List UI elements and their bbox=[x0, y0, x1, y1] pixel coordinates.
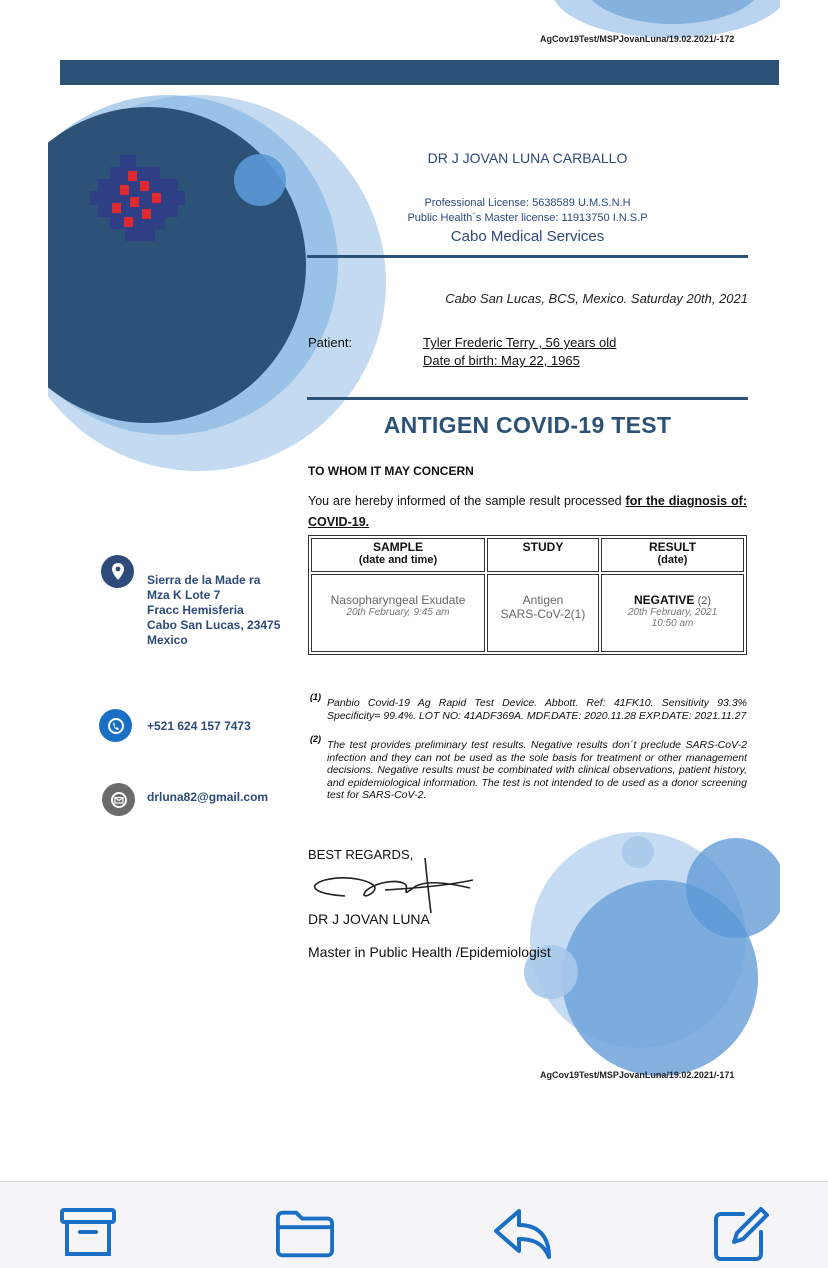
divider-middle bbox=[307, 397, 748, 400]
document-ref-bottom: AgCov19Test/MSPJovanLuna/19.02.2021/-171 bbox=[540, 1070, 735, 1080]
concern-heading: TO WHOM IT MAY CONCERN bbox=[308, 464, 474, 478]
footnote-1-text: Panbio Covid-19 Ag Rapid Test Device. Abbott. Ref: 41FK10. Sensitivity 93.3% Specificity= 99.4%. LOT NO: 41ADF369A. MDF.DATE: 2020.11.28 EXP.DATE: 2021.11.27 bbox=[327, 697, 747, 722]
footnote-2-number: (2) bbox=[310, 734, 321, 744]
email-icon bbox=[102, 783, 135, 816]
signature-name: DR J JOVAN LUNA bbox=[308, 911, 430, 927]
public-health-license: Public Health´s Master license: 11913750 I.N.S.P bbox=[407, 212, 648, 224]
compose-icon bbox=[713, 1206, 771, 1262]
address-line: Fracc Hemisferia bbox=[147, 603, 244, 617]
signature-scribble bbox=[305, 858, 477, 918]
patient-name: Tyler Frederic Terry , 56 years old bbox=[423, 335, 617, 350]
cell-sample: Nasopharyngeal Exudate 20th February, 9:45 am bbox=[311, 574, 485, 652]
date-line: Cabo San Lucas, BCS, Mexico. Saturday 20th, 2021 bbox=[445, 291, 748, 306]
cell-study: Antigen SARS-CoV-2(1) bbox=[487, 574, 599, 652]
clinic-name: Cabo Medical Services bbox=[450, 228, 605, 245]
phone-number: +521 624 157 7473 bbox=[147, 719, 251, 733]
address-line: Mza K Lote 7 bbox=[147, 588, 221, 602]
cell-result: NEGATIVE (2) 20th February, 2021 10:50 am bbox=[601, 574, 744, 652]
reply-icon bbox=[493, 1207, 553, 1261]
bottom-toolbar bbox=[0, 1181, 828, 1268]
test-title: ANTIGEN COVID-19 TEST bbox=[383, 412, 672, 438]
footnote-2-text: The test provides preliminary test results. Negative results don´t preclude SARS-CoV-2 infection and they can not be used as the sole basis for treatment or other management decisions. Negative results must be combinated with clinical observations, patient history, and epidemiological information. The test is not intended to de used as a donor screening test for SARS-CoV-2. bbox=[327, 739, 747, 801]
folder-icon bbox=[275, 1209, 335, 1259]
professional-license: Professional License: 5638589 U.M.S.N.H bbox=[424, 197, 631, 209]
document-ref-top: AgCov19Test/MSPJovanLuna/19.02.2021/-172 bbox=[540, 34, 735, 44]
address-line: Sierra de la Made ra bbox=[147, 573, 261, 587]
patient-dob: Date of birth: May 22, 1965 bbox=[423, 353, 580, 368]
location-icon bbox=[101, 555, 134, 588]
header-study: STUDY bbox=[487, 538, 599, 572]
address-line: Cabo San Lucas, 23475 bbox=[147, 618, 281, 632]
results-table bbox=[308, 535, 747, 655]
header-result: RESULT (date) bbox=[601, 538, 744, 572]
divider-top bbox=[307, 255, 748, 258]
archive-button[interactable] bbox=[58, 1204, 118, 1264]
regards: BEST REGARDS, bbox=[308, 847, 414, 862]
informed-text: You are hereby informed of the sample result processed bbox=[308, 494, 626, 508]
compose-button[interactable] bbox=[712, 1204, 772, 1264]
address-line: Mexico bbox=[147, 633, 188, 647]
email-address: drluna82@gmail.com bbox=[147, 790, 269, 804]
informed-bold: for the diagnosis of: COVID-19. bbox=[308, 494, 747, 529]
phone-icon bbox=[99, 709, 132, 742]
move-to-folder-button[interactable] bbox=[275, 1204, 335, 1264]
address bbox=[147, 573, 280, 648]
header-bar bbox=[60, 60, 779, 85]
patient-label: Patient: bbox=[308, 335, 353, 350]
informed-paragraph bbox=[308, 491, 747, 533]
reply-button[interactable] bbox=[493, 1204, 553, 1264]
header-sample: SAMPLE (date and time) bbox=[311, 538, 485, 572]
clinic-logo bbox=[90, 155, 185, 250]
footnote-1-number: (1) bbox=[310, 692, 321, 702]
signature-title: Master in Public Health /Epidemiologist bbox=[308, 944, 551, 960]
archive-icon bbox=[60, 1208, 116, 1260]
doctor-name: DR J JOVAN LUNA CARBALLO bbox=[427, 150, 628, 166]
